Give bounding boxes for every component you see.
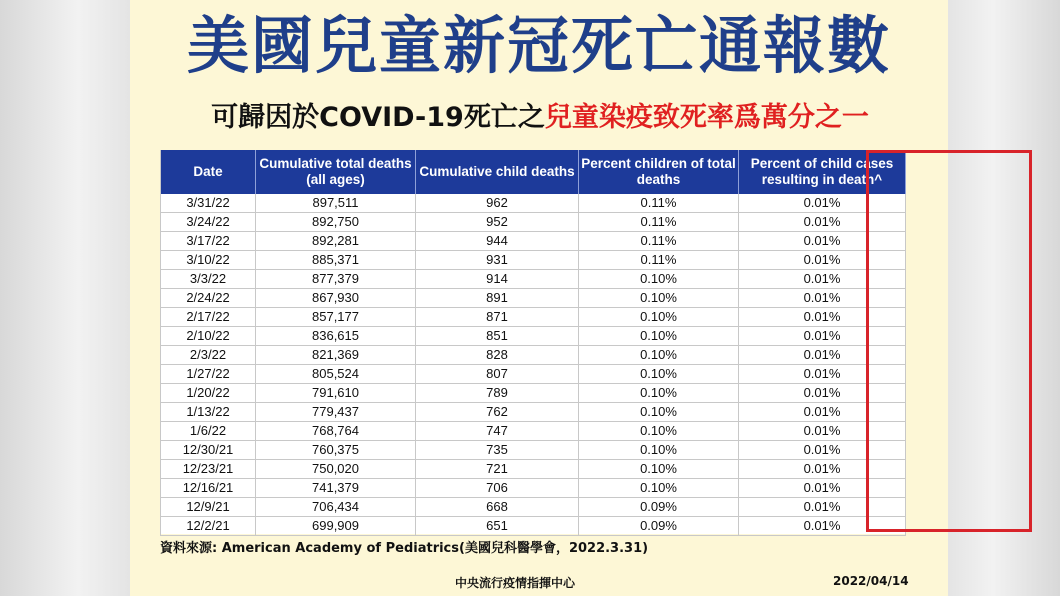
slide	[130, 0, 948, 596]
subtitle-highlight: 兒童染疫致死率爲萬分之一	[544, 102, 869, 133]
table-cell: 12/23/21	[161, 460, 256, 479]
table-cell: 0.01%	[739, 346, 906, 365]
table-cell: 0.01%	[739, 479, 906, 498]
table-cell: 1/20/22	[161, 384, 256, 403]
table-cell: 0.10%	[579, 441, 739, 460]
table-cell: 0.01%	[739, 289, 906, 308]
table-cell: 828	[416, 346, 579, 365]
table-cell: 836,615	[256, 327, 416, 346]
table-cell: 952	[416, 213, 579, 232]
table-cell: 2/24/22	[161, 289, 256, 308]
table-cell: 885,371	[256, 251, 416, 270]
table-row	[161, 289, 906, 308]
table-cell: 0.11%	[579, 213, 739, 232]
table-row	[161, 251, 906, 270]
table-cell: 2/3/22	[161, 346, 256, 365]
table-row	[161, 441, 906, 460]
table-cell: 931	[416, 251, 579, 270]
table-cell: 1/13/22	[161, 403, 256, 422]
table-cell: 0.10%	[579, 384, 739, 403]
header-percent-cases-death: Percent of child cases resulting in death^	[739, 150, 906, 194]
table-row	[161, 517, 906, 536]
table-cell: 962	[416, 194, 579, 213]
table-row	[161, 232, 906, 251]
header-date: Date	[161, 150, 256, 194]
table-cell: 0.11%	[579, 194, 739, 213]
table-cell: 0.01%	[739, 384, 906, 403]
table-cell: 1/27/22	[161, 365, 256, 384]
table-cell: 0.10%	[579, 270, 739, 289]
table-cell: 12/9/21	[161, 498, 256, 517]
table-cell: 892,750	[256, 213, 416, 232]
table-cell: 0.09%	[579, 498, 739, 517]
table-cell: 760,375	[256, 441, 416, 460]
table-cell: 0.01%	[739, 517, 906, 536]
table-cell: 750,020	[256, 460, 416, 479]
table-cell: 0.10%	[579, 460, 739, 479]
table-cell: 805,524	[256, 365, 416, 384]
table-cell: 699,909	[256, 517, 416, 536]
table-cell: 0.10%	[579, 346, 739, 365]
table-row	[161, 422, 906, 441]
table-header-row	[161, 150, 906, 194]
table-cell: 891	[416, 289, 579, 308]
table-cell: 0.10%	[579, 479, 739, 498]
deaths-table-container	[160, 150, 905, 534]
table-row	[161, 194, 906, 213]
table-cell: 789	[416, 384, 579, 403]
table-row	[161, 460, 906, 479]
table-cell: 0.10%	[579, 289, 739, 308]
table-cell: 0.11%	[579, 251, 739, 270]
slide-title: 美國兒童新冠死亡通報數	[186, 9, 891, 82]
header-percent-children: Percent children of total deaths	[579, 150, 739, 194]
subtitle-prefix: 可歸因於COVID-19死亡之	[211, 102, 545, 133]
table-cell: 12/2/21	[161, 517, 256, 536]
right-blur-panel	[948, 0, 1060, 596]
left-blur-panel	[0, 0, 130, 596]
table-cell: 821,369	[256, 346, 416, 365]
table-cell: 0.01%	[739, 270, 906, 289]
table-cell: 0.01%	[739, 194, 906, 213]
slide-subtitle	[160, 98, 920, 138]
table-cell: 779,437	[256, 403, 416, 422]
table-row	[161, 479, 906, 498]
table-cell: 12/16/21	[161, 479, 256, 498]
table-cell: 0.01%	[739, 460, 906, 479]
table-cell: 1/6/22	[161, 422, 256, 441]
table-cell: 762	[416, 403, 579, 422]
table-row	[161, 213, 906, 232]
table-cell: 871	[416, 308, 579, 327]
table-row	[161, 327, 906, 346]
table-cell: 2/10/22	[161, 327, 256, 346]
table-cell: 807	[416, 365, 579, 384]
table-cell: 0.01%	[739, 251, 906, 270]
table-cell: 3/31/22	[161, 194, 256, 213]
table-cell: 0.10%	[579, 422, 739, 441]
table-cell: 892,281	[256, 232, 416, 251]
table-cell: 721	[416, 460, 579, 479]
table-cell: 0.01%	[739, 498, 906, 517]
table-row	[161, 365, 906, 384]
table-cell: 0.01%	[739, 403, 906, 422]
table-cell: 0.10%	[579, 365, 739, 384]
table-cell: 0.01%	[739, 365, 906, 384]
table-cell: 0.01%	[739, 422, 906, 441]
table-cell: 3/10/22	[161, 251, 256, 270]
table-cell: 0.01%	[739, 308, 906, 327]
table-cell: 851	[416, 327, 579, 346]
table-cell: 735	[416, 441, 579, 460]
table-row	[161, 498, 906, 517]
deaths-table	[160, 150, 906, 536]
header-child-deaths: Cumulative child deaths	[416, 150, 579, 194]
table-row	[161, 403, 906, 422]
table-cell: 0.09%	[579, 517, 739, 536]
table-cell: 768,764	[256, 422, 416, 441]
header-total-deaths: Cumulative total deaths (all ages)	[256, 150, 416, 194]
table-cell: 944	[416, 232, 579, 251]
table-cell: 747	[416, 422, 579, 441]
table-cell: 791,610	[256, 384, 416, 403]
table-cell: 0.01%	[739, 441, 906, 460]
source-note: 資料來源: American Academy of Pediatrics(美國兒科醫學會，2022.3.31)	[160, 541, 649, 556]
table-cell: 0.10%	[579, 327, 739, 346]
table-cell: 3/17/22	[161, 232, 256, 251]
table-cell: 3/3/22	[161, 270, 256, 289]
table-cell: 0.10%	[579, 403, 739, 422]
footer-organization: 中央流行疫情指揮中心	[455, 576, 576, 590]
table-cell: 0.01%	[739, 232, 906, 251]
table-cell: 0.01%	[739, 327, 906, 346]
table-row	[161, 346, 906, 365]
table-cell: 12/30/21	[161, 441, 256, 460]
table-cell: 877,379	[256, 270, 416, 289]
table-row	[161, 384, 906, 403]
table-cell: 651	[416, 517, 579, 536]
table-cell: 867,930	[256, 289, 416, 308]
table-cell: 0.10%	[579, 308, 739, 327]
footer-date: 2022/04/14	[833, 574, 909, 588]
table-cell: 3/24/22	[161, 213, 256, 232]
table-cell: 706,434	[256, 498, 416, 517]
table-cell: 857,177	[256, 308, 416, 327]
table-cell: 668	[416, 498, 579, 517]
table-cell: 741,379	[256, 479, 416, 498]
table-cell: 0.01%	[739, 213, 906, 232]
table-cell: 706	[416, 479, 579, 498]
table-cell: 2/17/22	[161, 308, 256, 327]
table-row	[161, 270, 906, 289]
table-cell: 0.11%	[579, 232, 739, 251]
table-cell: 914	[416, 270, 579, 289]
table-row	[161, 308, 906, 327]
table-body	[161, 194, 906, 536]
table-cell: 897,511	[256, 194, 416, 213]
